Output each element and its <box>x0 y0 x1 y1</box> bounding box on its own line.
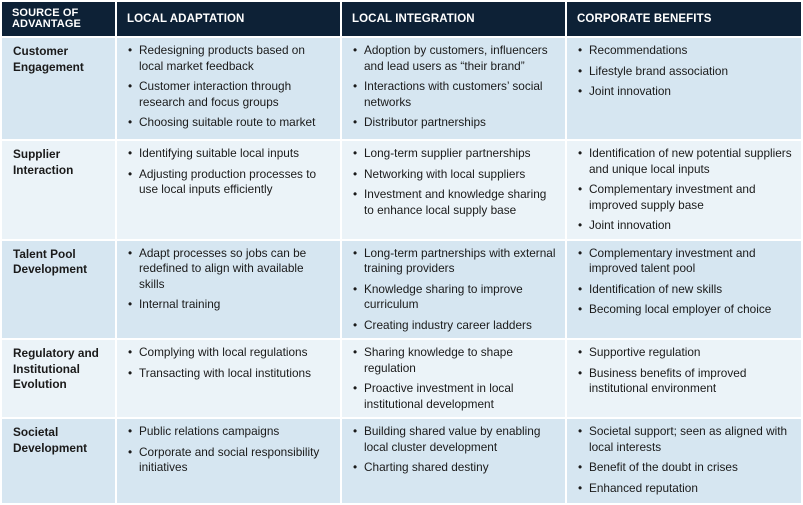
adaptation-cell <box>117 141 340 239</box>
list-item: • Choosing suitable route to market <box>127 115 332 131</box>
benefits-cell <box>567 141 801 239</box>
list-item: • Complementary investment and improved talent pool <box>577 246 793 277</box>
adaptation-cell <box>117 241 340 339</box>
list-item: • Proactive investment in local institutional development <box>352 381 557 412</box>
source-cell: Customer Engagement <box>2 38 115 139</box>
integration-cell <box>342 419 565 503</box>
list-item: • Lifestyle brand association <box>577 64 793 80</box>
benefits-cell <box>567 38 801 139</box>
list-item: • Adoption by customers, influencers and lead users as “their brand” <box>352 43 557 74</box>
list-item: • Sharing knowledge to shape regulation <box>352 345 557 376</box>
list-item: • Networking with local suppliers <box>352 167 557 183</box>
list-item: • Interactions with customers’ social networks <box>352 79 557 110</box>
list-item: • Becoming local employer of choice <box>577 302 793 318</box>
integration-cell <box>342 141 565 239</box>
adaptation-cell <box>117 419 340 503</box>
list-item: • Customer interaction through research and focus groups <box>127 79 332 110</box>
integration-cell <box>342 340 565 417</box>
table-row <box>2 38 801 139</box>
list-item: • Adapt processes so jobs can be redefined to align with available skills <box>127 246 332 293</box>
adaptation-cell <box>117 340 340 417</box>
list-item: • Public relations campaigns <box>127 424 332 440</box>
source-cell: Talent Pool Development <box>2 241 115 339</box>
list-item: • Building shared value by enabling local cluster development <box>352 424 557 455</box>
integration-cell <box>342 241 565 339</box>
list-item: • Charting shared destiny <box>352 460 557 476</box>
header-local-integration: LOCAL INTEGRATION <box>342 2 565 36</box>
list-item: • Identifying suitable local inputs <box>127 146 332 162</box>
benefits-cell <box>567 340 801 417</box>
header-corporate-benefits: CORPORATE BENEFITS <box>567 2 801 36</box>
list-item: • Long-term supplier partnerships <box>352 146 557 162</box>
list-item: • Recommendations <box>577 43 793 59</box>
list-item: • Joint innovation <box>577 84 793 100</box>
list-item: • Business benefits of improved institutional environment <box>577 366 793 397</box>
header-source: SOURCE OF ADVANTAGE <box>2 2 115 36</box>
list-item: • Knowledge sharing to improve curriculum <box>352 282 557 313</box>
list-item: • Internal training <box>127 297 332 313</box>
list-item: • Supportive regulation <box>577 345 793 361</box>
list-item: • Complying with local regulations <box>127 345 332 361</box>
source-cell: Regulatory and Institutional Evolution <box>2 340 115 417</box>
adaptation-cell <box>117 38 340 139</box>
list-item: • Benefit of the doubt in crises <box>577 460 793 476</box>
table-header-row <box>2 2 801 36</box>
list-item: • Complementary investment and improved supply base <box>577 182 793 213</box>
list-item: • Investment and knowledge sharing to enhance local supply base <box>352 187 557 218</box>
list-item: • Redesigning products based on local market feedback <box>127 43 332 74</box>
list-item: • Enhanced reputation <box>577 481 793 497</box>
table-row <box>2 141 801 239</box>
table-row <box>2 241 801 339</box>
list-item: • Adjusting production processes to use local inputs efficiently <box>127 167 332 198</box>
source-cell: Societal Development <box>2 419 115 503</box>
source-cell: Supplier Interaction <box>2 141 115 239</box>
header-local-adaptation: LOCAL ADAPTATION <box>117 2 340 36</box>
benefits-cell <box>567 419 801 503</box>
list-item: • Distributor partnerships <box>352 115 557 131</box>
list-item: • Societal support; seen as aligned with local interests <box>577 424 793 455</box>
benefits-cell <box>567 241 801 339</box>
table-row <box>2 419 801 503</box>
list-item: • Creating industry career ladders <box>352 318 557 334</box>
list-item: • Identification of new skills <box>577 282 793 298</box>
list-item: • Long-term partnerships with external training providers <box>352 246 557 277</box>
list-item: • Corporate and social responsibility initiatives <box>127 445 332 476</box>
table-row <box>2 340 801 417</box>
list-item: • Joint innovation <box>577 218 793 234</box>
list-item: • Identification of new potential suppliers and unique local inputs <box>577 146 793 177</box>
list-item: • Transacting with local institutions <box>127 366 332 382</box>
integration-cell <box>342 38 565 139</box>
